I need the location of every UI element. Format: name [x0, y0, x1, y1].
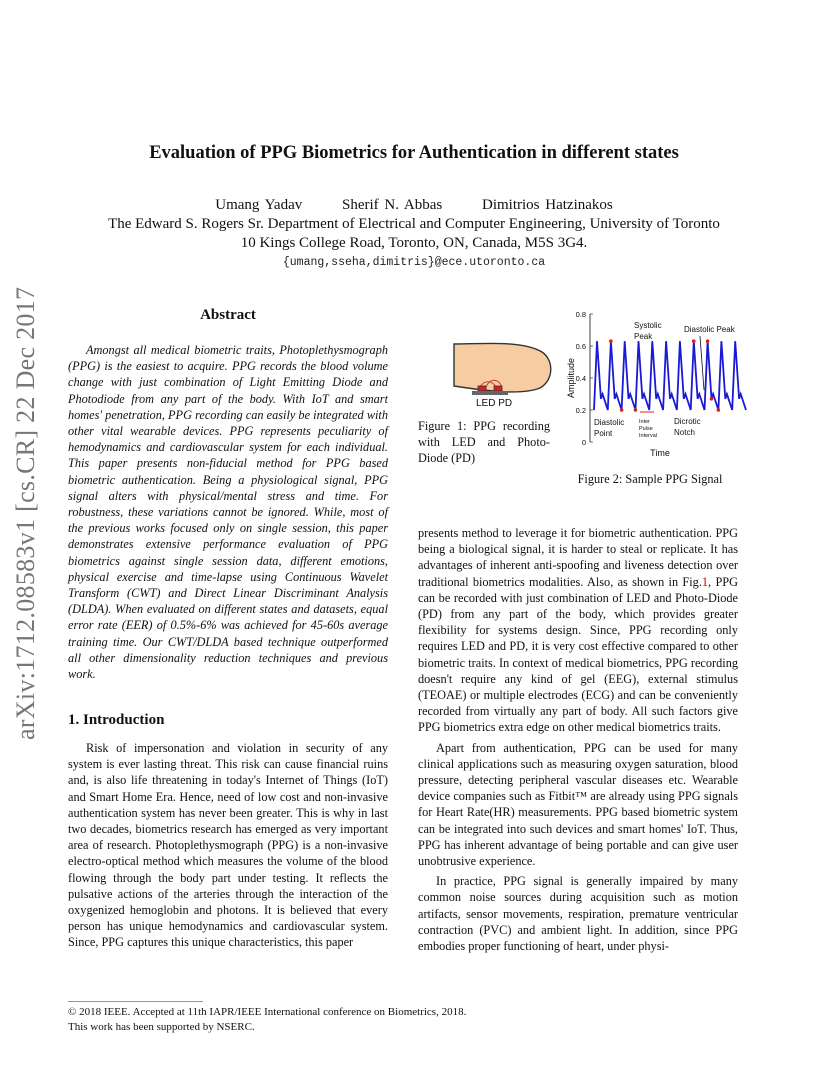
figure-reference-link[interactable]: 1	[701, 574, 709, 589]
diastolic-point-marker	[634, 408, 638, 412]
figure1-device-label: LED PD	[476, 398, 513, 409]
annotation-dicrotic: Notch	[674, 428, 695, 437]
abstract-paragraph: Amongst all medical biometric traits, Photoplethysmograph (PPG) is the easiest to acquire. PPG records the blood volume change with just combination of Light Emitting Diode and Photodiode from any part of the body. With IoT and smart homes' penetration, PPG recording can easily be integrated with other vital wearable devices. PPG represents peculiarity of hemodynamics and cardiovascular system for each individual. This paper presents non-fiducial method for PPG based biometric authentication. Being a physiological signal, PPG signal alters with physical/mental stress and time. For robustness, these variations cannot be ignored. While, most of the previous works focused only on single session, this paper demonstrates extensive performance evaluation of PPG biometrics against single session data, different emotions, physical exercise and time-lapse using Continuous Wavelet Transform (CWT) and Direct Linear Discriminant Analysis (DLDA). When evaluated on different states and datasets, equal error rate (EER) of 0.5%-6% was achieved for 45-60s average training time. Our CWT/DLDA based technique outperformed all other dimensionality reduction techniques and previous work.	[68, 343, 388, 682]
author-name: Umang Yadav	[215, 197, 303, 213]
chart-y-axis-label: Amplitude	[566, 357, 576, 399]
author-name: Sherif N. Abbas	[342, 197, 443, 213]
diastolic-point-marker	[717, 408, 721, 412]
chart-y-tick-label: 0	[581, 438, 586, 447]
sensor-board	[472, 391, 508, 395]
annotation-systolic: Peak	[634, 332, 653, 341]
annotation-systolic: Systolic	[634, 321, 662, 330]
figure1-caption: Figure 1: PPG recording with LED and Photo-Diode (PD)	[418, 419, 550, 466]
annotation-inter-pulse: Pulse	[639, 426, 653, 432]
body-paragraph	[418, 525, 738, 736]
abstract-heading: Abstract	[200, 307, 256, 323]
dicrotic-notch-marker	[710, 397, 714, 401]
systolic-peak-marker	[609, 339, 613, 343]
led-icon	[478, 386, 486, 391]
figure2-chart	[560, 308, 750, 463]
figure2-caption: Figure 2: Sample PPG Signal	[577, 472, 723, 486]
chart-series-line	[594, 341, 746, 410]
annotation-dicrotic: Dicrotic	[674, 417, 701, 426]
affiliation	[0, 215, 828, 253]
photodiode-icon	[494, 386, 502, 391]
systolic-peak-marker	[692, 339, 696, 343]
arxiv-stamp: arXiv:1712.08583v1 [cs.CR] 22 Dec 2017	[11, 286, 40, 740]
abstract-body	[68, 342, 388, 682]
finger-shape	[454, 343, 551, 392]
intro-right-column	[418, 525, 738, 954]
chart-y-tick-label: 0.6	[575, 342, 586, 351]
body-text: , PPG can be recorded with just combination of LED and Photo-Diode (PD) from any part of the body, which provides greater flexibility for systems design. Since, PPG recording only requires LED and PD, it is very cost effective compared to other biometric traits. In context of medical biometrics, PPG recording doesn't require any kind of gel (EEG), external stimulus (TEOAE) or multiple electrodes (ECG) and can be conveniently recorded from virtually any part of body. All such factors give PPG biometrics extra edge on other medical biometrics traits.	[418, 574, 738, 735]
body-paragraph: In practice, PPG signal is generally impaired by many common noise sources during acquisition such as motion artifacts, sensor movements, respiration, premature ventricular contraction (PVC) and ambient light. In addition, since PPG embodies proper functioning of heart, under physi-	[418, 874, 738, 954]
systolic-peak-marker	[706, 339, 710, 343]
figure1-illustration	[450, 338, 560, 410]
footnote-divider	[68, 1001, 203, 1002]
footnote	[68, 1005, 466, 1035]
paper-title: Evaluation of PPG Biometrics for Authentication in different states	[149, 143, 679, 163]
body-paragraph: Apart from authentication, PPG can be used for many clinical applications such as measuring oxygen saturation, blood pressure, detecting peripheral vascular diseases etc. Wearable device companies such as Fitbit™ are already using PPG signals for Heart Rate(HR) measurements. PPG based biometric system can be integrated into such devices and smart homes' IoT. Thus, PPG has inherent advantage of being portable and can give user unobtrusive experience.	[418, 740, 738, 869]
annotation-inter-pulse: Inter	[639, 419, 651, 425]
affiliation-line: 10 Kings College Road, Toronto, ON, Canada, M5S 3G4.	[240, 235, 588, 251]
annotation-inter-pulse: Interval	[639, 433, 658, 439]
intro-left-column	[68, 740, 388, 951]
diastolic-point-marker	[620, 408, 624, 412]
chart-y-tick-label: 0.8	[575, 310, 586, 319]
chart-y-tick-label: 0.4	[575, 374, 586, 383]
footnote-copyright: © 2018 IEEE. Accepted at 11th IAPR/IEEE International conference on Biometrics, 2018.	[68, 1006, 467, 1018]
annotation-diastolic-point: Diastolic	[594, 418, 625, 427]
affiliation-line: The Edward S. Rogers Sr. Department of Electrical and Computer Engineering, University of Toronto	[108, 216, 720, 232]
chart-y-tick-label: 0.2	[575, 406, 586, 415]
body-paragraph: Risk of impersonation and violation in security of any system is ever lasting threat. This risk can cause financial ruins and, is also life threatening in today's Internet of Things (IoT) and Smart Home Era. Hence, need of low cost and non-invasive authentication system has never been greater. This is why in last two decades, biometrics research has emerged as very important area of research. Photoplethysmograph (PPG) is a non-invasive electro-optical method which measures the volume of the blood flowing through the body part under testing. It reflects the pulsative actions of the arteries through the interaction of the oxygenized hemoglobin and photons. It is believed that every person has unique hemodynamics and cardiovascular system. Since, PPG captures this unique characteristics, this paper	[68, 741, 388, 950]
annotation-diastolic-peak: Diastolic Peak	[684, 325, 735, 334]
author-list	[0, 197, 828, 214]
footnote-funding: This work has been supported by NSERC.	[68, 1021, 255, 1033]
diastolic-peak-pointer	[700, 336, 704, 390]
author-emails: {umang,sseha,dimitris}@ece.utoronto.ca	[282, 256, 546, 269]
annotation-diastolic-point: Point	[594, 429, 613, 438]
chart-x-axis-label: Time	[650, 448, 670, 458]
section-heading-introduction: 1. Introduction	[68, 712, 165, 728]
author-name: Dimitrios Hatzinakos	[482, 197, 613, 213]
body-text: presents method to leverage it for biometric authentication. PPG being a biological signal, it is harder to steal or replicate. It has advantages of inherent anti-spoofing and liveness detection over traditional biometrics modalities. Also, as shown in Fig.	[418, 526, 738, 589]
